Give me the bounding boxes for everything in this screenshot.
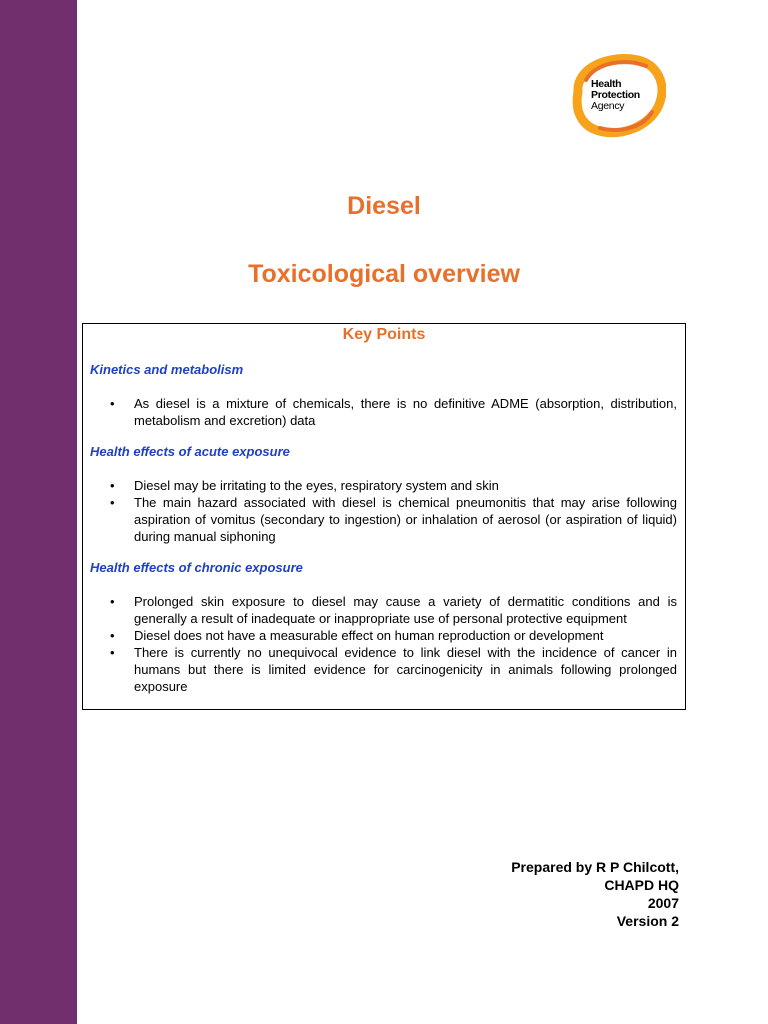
bullet-list	[90, 477, 677, 545]
bullet-item: • Diesel may be irritating to the eyes, respiratory system and skin	[90, 477, 677, 494]
bullet-item: • Prolonged skin exposure to diesel may cause a variety of dermatitic conditions and is generally a result of inadequate or inappropriate use of personal protective equipment	[90, 593, 677, 627]
sidebar-band	[0, 0, 77, 1024]
bullet-list	[90, 593, 677, 695]
key-points-heading: Key Points	[342, 326, 426, 343]
prepared-by-version: Version 2	[616, 913, 679, 929]
section-acute-exposure	[90, 444, 677, 545]
health-protection-agency-logo	[566, 52, 666, 138]
section-heading: Kinetics and metabolism	[90, 362, 244, 377]
bullet-item: • As diesel is a mixture of chemicals, there is no definitive ADME (absorption, distribution, metabolism and excretion) data	[90, 395, 677, 429]
logo-line-2: Protection	[591, 89, 640, 101]
bullet-list	[90, 395, 677, 429]
section-heading: Health effects of chronic exposure	[90, 560, 303, 575]
logo-line-1: Health	[591, 78, 622, 90]
bullet-item: • There is currently no unequivocal evidence to link diesel with the incidence of cancer in humans but there is limited evidence for carcinogenicity in animals following prolonged exposure	[90, 644, 677, 695]
logo-line-3: Agency	[591, 100, 625, 112]
bullet-item: • Diesel does not have a measurable effect on human reproduction or development	[90, 627, 677, 644]
prepared-by-year: 2007	[647, 895, 679, 911]
logo-wordmark	[591, 79, 640, 112]
document-title: Diesel	[347, 192, 421, 220]
prepared-by-block	[511, 858, 679, 930]
section-chronic-exposure	[90, 560, 677, 695]
prepared-by-unit: CHAPD HQ	[604, 877, 679, 893]
bullet-item: • The main hazard associated with diesel is chemical pneumonitis that may arise following aspiration of vomitus (secondary to ingestion) or inhalation of aerosol (or aspiration of liquid) during manual siphoning	[90, 494, 677, 545]
key-points-box	[82, 323, 686, 710]
prepared-by-author: Prepared by R P Chilcott,	[511, 859, 679, 875]
section-heading: Health effects of acute exposure	[90, 444, 290, 459]
document-subtitle: Toxicological overview	[248, 260, 520, 288]
section-kinetics	[90, 362, 677, 429]
